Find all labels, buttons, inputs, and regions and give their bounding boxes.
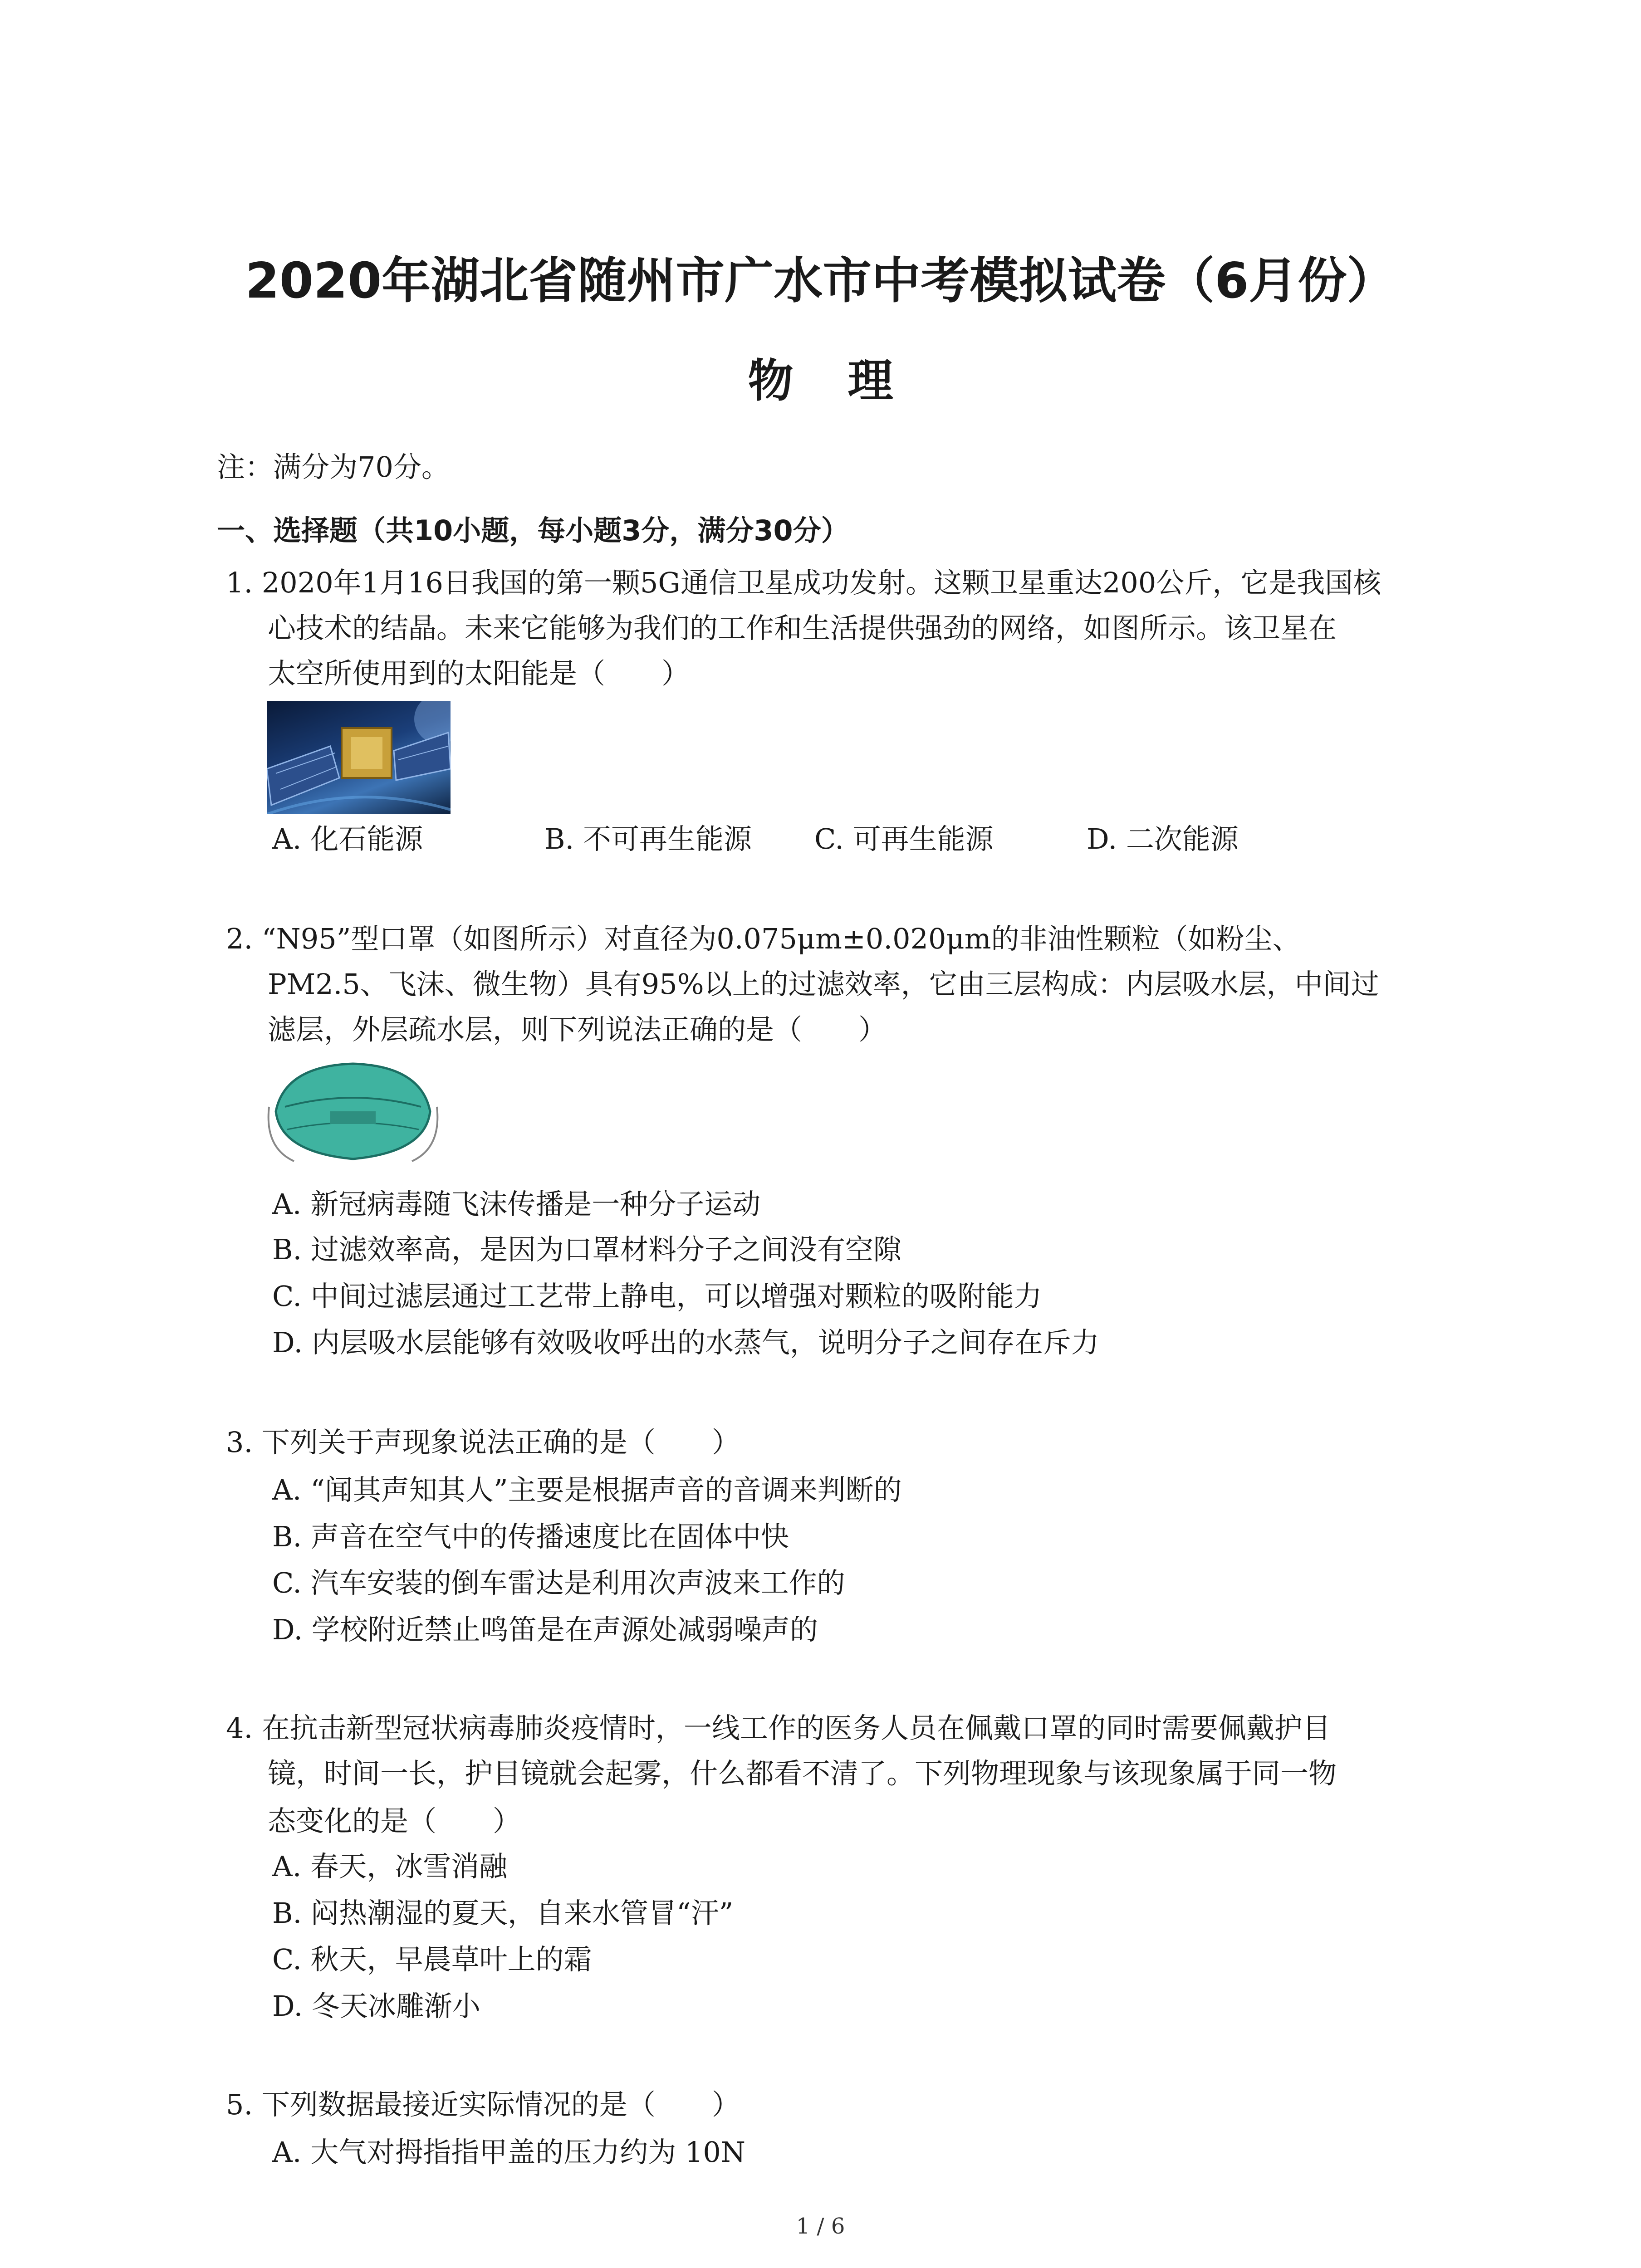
n95-mask-image: [267, 1057, 439, 1175]
satellite-image: [267, 701, 451, 814]
q2-line1: 2. “N95”型口罩（如图所示）对直径为0.075μm±0.020μm的非油性颗粒（如粉尘、: [226, 922, 1301, 955]
mask-illustration: [267, 1057, 439, 1175]
score-note: 注：满分为70分。: [217, 450, 450, 484]
q3-option-a: A. “闻其声知其人”主要是根据声音的音调来判断的: [272, 1473, 902, 1506]
q3-option-d: D. 学校附近禁止鸣笛是在声源处减弱噪声的: [272, 1613, 818, 1646]
q4-option-a: A. 春天，冰雪消融: [272, 1850, 508, 1883]
q3-line1: 3. 下列关于声现象说法正确的是（ ）: [226, 1426, 740, 1459]
section-heading: 一、选择题（共10小题，每小题3分，满分30分）: [217, 514, 849, 547]
q2-line2: PM2.5、飞沫、微生物）具有95%以上的过滤效率，它由三层构成：内层吸水层，中间过: [268, 968, 1379, 1001]
q3-option-b: B. 声音在空气中的传播速度比在固体中快: [272, 1520, 789, 1553]
q1-line1: 1. 2020年1月16日我国的第一颗5G通信卫星成功发射。这颗卫星重达200公斤，它是我国核: [226, 566, 1381, 599]
q5-option-a: A. 大气对拇指指甲盖的压力约为 10N: [272, 2136, 746, 2169]
q1-line3: 太空所使用到的太阳能是（ ）: [268, 657, 690, 690]
satellite-illustration: [267, 701, 451, 814]
q4-option-d: D. 冬天冰雕渐小: [272, 1989, 480, 2023]
q2-line3: 滤层，外层疏水层，则下列说法正确的是（ ）: [268, 1013, 887, 1046]
q1-option-a: A. 化石能源: [272, 822, 423, 855]
q2-option-a: A. 新冠病毒随飞沫传播是一种分子运动: [272, 1188, 761, 1221]
q1-option-d: D. 二次能源: [1087, 822, 1239, 855]
exam-title: 2020年湖北省随州市广水市中考模拟试卷（6月份）: [245, 253, 1396, 309]
q2-option-d: D. 内层吸水层能够有效吸收呼出的水蒸气，说明分子之间存在斥力: [272, 1326, 1099, 1359]
q4-line2: 镜，时间一长，护目镜就会起雾，什么都看不清了。下列物理现象与该现象属于同一物: [268, 1757, 1337, 1790]
q4-line3: 态变化的是（ ）: [268, 1804, 521, 1838]
q4-line1: 4. 在抗击新型冠状病毒肺炎疫情时，一线工作的医务人员在佩戴口罩的同时需要佩戴护目: [226, 1711, 1331, 1745]
q1-line2: 心技术的结晶。未来它能够为我们的工作和生活提供强劲的网络，如图所示。该卫星在: [268, 611, 1337, 645]
q4-option-b: B. 闷热潮湿的夏天，自来水管冒“汗”: [272, 1897, 734, 1930]
q2-option-c: C. 中间过滤层通过工艺带上静电，可以增强对颗粒的吸附能力: [272, 1280, 1042, 1313]
q4-option-c: C. 秋天，早晨草叶上的霜: [272, 1943, 592, 1976]
subject-title: 物理: [748, 354, 948, 407]
page-number: 1 / 6: [796, 2214, 845, 2239]
q5-line1: 5. 下列数据最接近实际情况的是（ ）: [226, 2088, 740, 2121]
q3-option-c: C. 汽车安装的倒车雷达是利用次声波来工作的: [272, 1566, 845, 1599]
q2-option-b: B. 过滤效率高，是因为口罩材料分子之间没有空隙: [272, 1233, 901, 1266]
q1-option-b: B. 不可再生能源: [544, 822, 752, 855]
q1-option-c: C. 可再生能源: [814, 822, 994, 855]
